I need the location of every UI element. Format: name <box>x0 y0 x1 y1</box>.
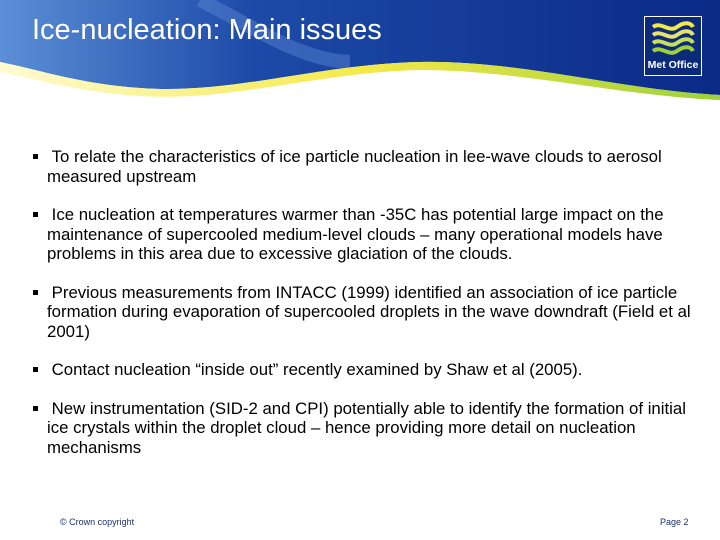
bullet-text: Contact nucleation “inside out” recently examined by Shaw et al (2005). <box>51 360 583 379</box>
copyright-footer: © Crown copyright <box>60 517 135 527</box>
bullet-item <box>33 399 698 458</box>
bullet-text: Previous measurements from INTACC (1999) identified an association of ice particle formation during evaporation of supercooled droplets in the wave downdraft (Field et al 2001) <box>47 282 691 341</box>
bullet-text: To relate the characteristics of ice particle nucleation in lee-wave clouds to aerosol measured upstream <box>47 147 662 186</box>
square-bullet-icon <box>33 406 38 411</box>
bullet-item <box>33 205 698 264</box>
page-title: Ice-nucleation: Main issues <box>32 14 382 46</box>
square-bullet-icon <box>33 290 38 295</box>
bullet-list <box>33 147 698 476</box>
bullet-item <box>33 283 698 342</box>
bullet-item <box>33 360 698 380</box>
square-bullet-icon <box>33 154 38 159</box>
met-office-wave-logo-icon <box>651 21 695 55</box>
bullet-text: Ice nucleation at temperatures warmer than -35C has potential large impact on the maintenance of supercooled medium-level clouds – many operational models have problems in this area due to excessive glaciation of the clouds. <box>47 205 664 263</box>
logo-text: Met Office <box>647 59 699 71</box>
square-bullet-icon <box>33 212 38 217</box>
bullet-text: New instrumentation (SID-2 and CPI) potentially able to identify the formation of initial ice crystals within the droplet cloud – hence providing more detail on nucleation mechanisms <box>47 398 686 457</box>
met-office-logo <box>644 16 702 76</box>
header-banner <box>0 0 720 110</box>
bullet-item <box>33 147 698 186</box>
square-bullet-icon <box>33 367 38 372</box>
page-number: Page 2 <box>660 517 689 527</box>
